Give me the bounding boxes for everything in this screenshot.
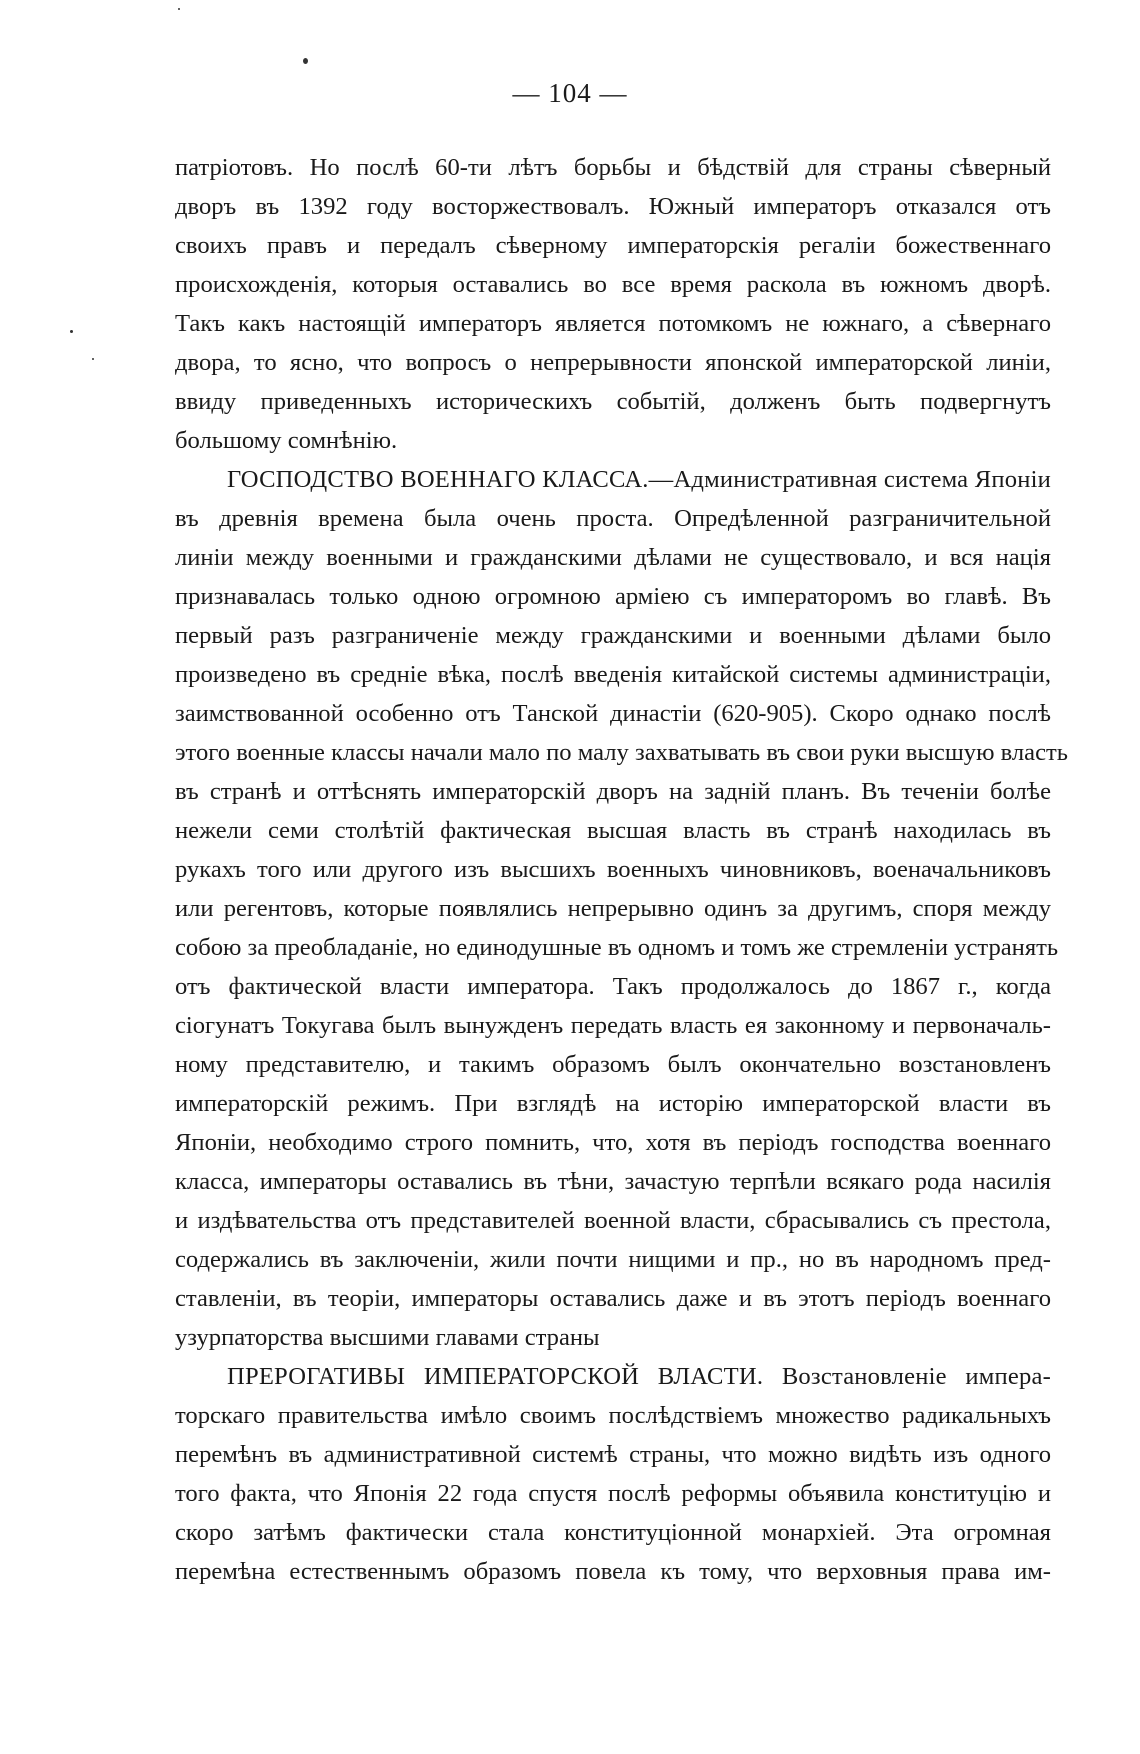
- text-line: императорскій режимъ. При взглядѣ на исторію императорской власти въ: [175, 1090, 1051, 1117]
- text-line: нежели семи столѣтій фактическая высшая власть въ странѣ находилась въ: [175, 817, 1051, 844]
- text-line: своихъ правъ и передалъ сѣверному императорскія регаліи божественнаго: [175, 232, 1051, 259]
- page-number: — 104 —: [512, 78, 628, 108]
- section-heading-line: ПРЕРОГАТИВЫ ИМПЕРАТОРСКОЙ ВЛАСТИ. Возстановленіе импера-: [227, 1363, 1051, 1390]
- text-line: заимствованной особенно отъ Танской династіи (620-905). Скоро однако послѣ: [175, 700, 1051, 727]
- text-line: отъ фактической власти императора. Такъ продолжалось до 1867 г., когда: [175, 973, 1051, 1000]
- text-line: перемѣнъ въ административной системѣ страны, что можно видѣть изъ одного: [175, 1441, 1051, 1468]
- text-line: класса, императоры оставались въ тѣни, зачастую терпѣли всякаго рода насилія: [175, 1168, 1051, 1195]
- paragraph-continuation: [175, 148, 1051, 460]
- paragraph-text: [175, 1357, 1051, 1591]
- text-line: большому сомнѣнію.: [175, 427, 398, 454]
- text-line: перемѣна естественнымъ образомъ повела къ тому, что верховныя права им-: [175, 1558, 1051, 1585]
- section-heading-line: ГОСПОДСТВО ВОЕННАГО КЛАССА.—Административная система Японіи: [227, 466, 1051, 493]
- body-text: [175, 148, 1068, 1591]
- text-line: ставленіи, въ теоріи, императоры оставались даже и въ этотъ періодъ военнаго: [175, 1285, 1051, 1312]
- text-line: содержались въ заключеніи, жили почти нищими и пр., но въ народномъ пред-: [175, 1246, 1051, 1273]
- print-speck: [178, 8, 180, 10]
- text-line: линіи между военными и гражданскими дѣлами не существовало, и вся нація: [175, 544, 1051, 571]
- text-line: Такъ какъ настоящій императоръ является потомкомъ не южнаго, а сѣвернаго: [175, 310, 1051, 337]
- text-line: въ древнія времена была очень проста. Опредѣленной разграничительной: [175, 505, 1051, 532]
- text-line: произведено въ средніе вѣка, послѣ введенія китайской системы администраціи,: [175, 661, 1051, 688]
- text-line: собою за преобладаніе, но единодушные въ одномъ и томъ же стремленіи устранять: [175, 934, 1059, 961]
- text-line: ввиду приведенныхъ историческихъ событій, долженъ быть подвергнутъ: [175, 388, 1051, 415]
- text-line: признавалась только одною огромною арміею съ императоромъ во главѣ. Въ: [175, 583, 1051, 610]
- text-line: рукахъ того или другого изъ высшихъ военныхъ чиновниковъ, военачальниковъ: [175, 856, 1051, 883]
- text-line: торскаго правительства имѣло своимъ послѣдствіемъ множество радикальныхъ: [175, 1402, 1051, 1429]
- text-line: сіогунатъ Токугава былъ вынужденъ передать власть ея законному и первоначаль-: [175, 1012, 1051, 1039]
- print-speck: [70, 330, 73, 333]
- text-line: или регентовъ, которые появлялись непрерывно одинъ за другимъ, споря между: [175, 895, 1051, 922]
- paragraph-text: [175, 148, 1051, 460]
- text-line: въ странѣ и оттѣснять императорскій дворъ на задній планъ. Въ теченіи болѣе: [175, 778, 1051, 805]
- print-speck: [303, 58, 308, 64]
- print-speck: [92, 358, 94, 360]
- paragraph-text: [175, 460, 1068, 1357]
- text-line: двора, то ясно, что вопросъ о непрерывности японской императорской линіи,: [175, 349, 1051, 376]
- section-military-class: [175, 460, 1068, 1357]
- text-line: патріотовъ. Но послѣ 60-ти лѣтъ борьбы и бѣдствій для страны сѣверный: [175, 154, 1051, 181]
- text-line: того факта, что Японія 22 года спустя послѣ реформы объявила конституцію и: [175, 1480, 1051, 1507]
- text-line: этого военные классы начали мало по малу захватывать въ свои руки высшую власть: [175, 739, 1068, 766]
- text-line: Японіи, необходимо строго помнить, что, хотя въ періодъ господства военнаго: [175, 1129, 1051, 1156]
- section-imperial-prerogatives: [175, 1357, 1051, 1591]
- text-line: скоро затѣмъ фактически стала конституціонной монархіей. Эта огромная: [175, 1519, 1051, 1546]
- text-line: дворъ въ 1392 году восторжествовалъ. Южный императоръ отказался отъ: [175, 193, 1051, 220]
- text-line: происхожденія, которыя оставались во все время раскола въ южномъ дворѣ.: [175, 271, 1051, 298]
- text-line: и издѣвательства отъ представителей военной власти, сбрасывались съ престола,: [175, 1207, 1051, 1234]
- text-line: узурпаторства высшими главами страны: [175, 1324, 600, 1351]
- text-line: первый разъ разграниченіе между гражданскими и военными дѣлами было: [175, 622, 1051, 649]
- text-line: ному представителю, и такимъ образомъ былъ окончательно возстановленъ: [175, 1051, 1051, 1078]
